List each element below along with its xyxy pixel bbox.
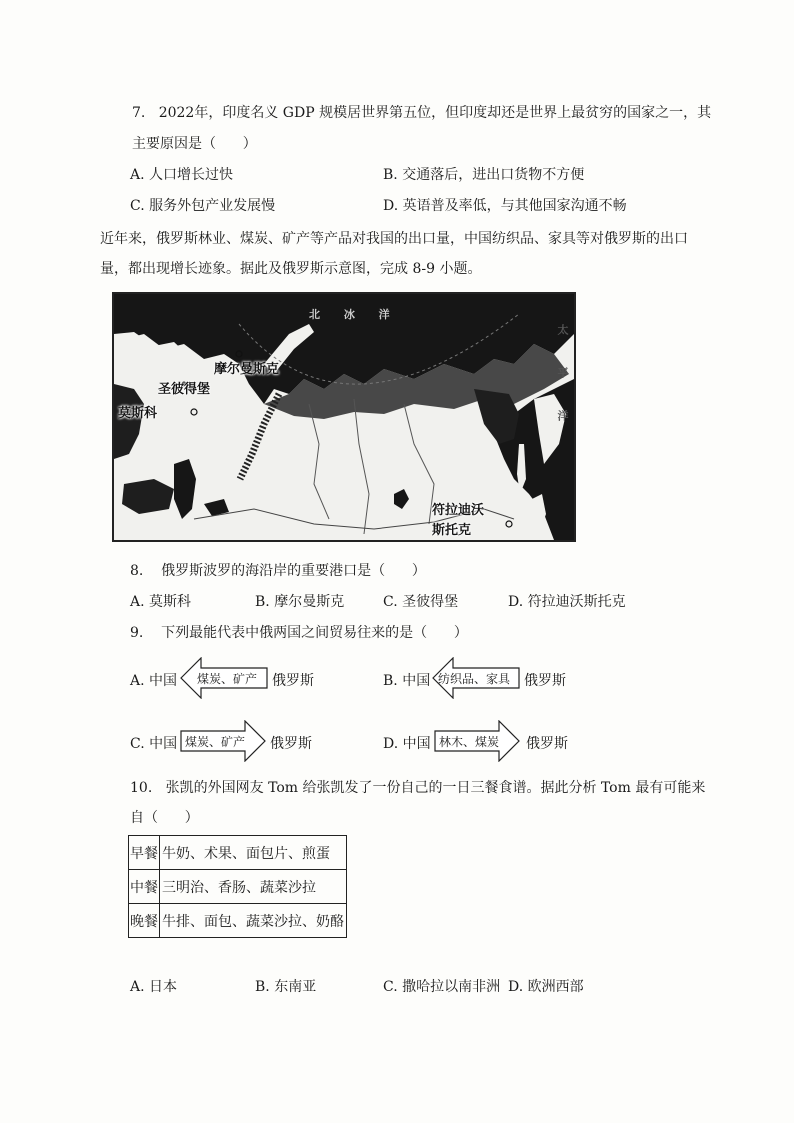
map-label-murmansk: 摩尔曼斯克 xyxy=(214,362,280,377)
map-label-pacific-ocean: 太 平 洋 xyxy=(556,324,569,435)
caspian-sea xyxy=(174,459,196,519)
river-3 xyxy=(404,404,434,524)
q9-d-arrow-right xyxy=(434,720,520,762)
meal-food: 三明治、香肠、蔬菜沙拉 xyxy=(160,870,347,904)
q8-option-d[interactable]: D. 符拉迪沃斯托克 xyxy=(508,594,626,610)
q7-option-d[interactable]: D. 英语普及率低，与其他国家沟通不畅 xyxy=(383,198,627,214)
table-row xyxy=(129,904,347,938)
moscow-marker xyxy=(191,409,197,415)
q10-option-a[interactable]: A. 日本 xyxy=(130,979,178,995)
q9-d-start-label: D. 中国 xyxy=(383,736,431,752)
intro-line2: 量，都出现增长迹象。据此及俄罗斯示意图，完成 8-9 小题。 xyxy=(100,261,482,277)
q10-option-d[interactable]: D. 欧洲西部 xyxy=(508,979,584,995)
russia-map xyxy=(112,292,576,542)
meal-name: 中餐 xyxy=(129,870,160,904)
q9-b-start-label: B. 中国 xyxy=(383,673,431,689)
q9-c-arrow-right xyxy=(180,720,266,762)
meal-food: 牛奶、术果、面包片、煎蛋 xyxy=(160,836,347,870)
meal-table xyxy=(128,835,347,938)
q9-c-goods: 煤炭、矿产 xyxy=(185,735,246,749)
q9-a-goods: 煤炭、矿产 xyxy=(197,672,258,686)
q9-b-end-label: 俄罗斯 xyxy=(524,673,566,689)
q9-d-goods: 林木、煤炭 xyxy=(439,735,500,749)
q10-stem-line1: 10. 张凯的外国网友 Tom 给张凯发了一份自己的一日三餐食谱。据此分析 Tom 最有可能来 xyxy=(130,780,706,796)
table-row xyxy=(129,870,347,904)
lake-baikal xyxy=(394,489,409,509)
q9-b-goods: 纺织品、家具 xyxy=(438,672,511,686)
q7-option-b[interactable]: B. 交通落后，进出口货物不方便 xyxy=(383,167,585,183)
map-label-arctic-ocean: 北 冰 洋 xyxy=(309,308,400,321)
russia-map-drawing xyxy=(114,294,574,540)
q9-c-end-label: 俄罗斯 xyxy=(270,736,312,752)
vladivostok-marker xyxy=(506,521,512,527)
meal-name: 晚餐 xyxy=(129,904,160,938)
map-label-vladivostok-line1: 符拉迪沃 xyxy=(432,503,485,518)
q9-stem: 9. 下列最能代表中俄两国之间贸易往来的是（ ） xyxy=(130,625,468,641)
q8-option-b[interactable]: B. 摩尔曼斯克 xyxy=(255,594,345,610)
table-row xyxy=(129,836,347,870)
meal-name: 早餐 xyxy=(129,836,160,870)
q7-option-a[interactable]: A. 人口增长过快 xyxy=(130,167,234,183)
river-1 xyxy=(309,404,329,519)
q7-option-c[interactable]: C. 服务外包产业发展慢 xyxy=(130,198,276,214)
q10-option-c[interactable]: C. 撒哈拉以南非洲 xyxy=(383,979,501,995)
q9-d-end-label: 俄罗斯 xyxy=(526,736,568,752)
baltic-sea xyxy=(114,384,144,459)
q8-stem: 8. 俄罗斯波罗的海沿岸的重要港口是（ ） xyxy=(130,563,426,579)
map-label-vladivostok-line2: 斯托克 xyxy=(432,523,472,538)
map-label-moscow: 莫斯科 xyxy=(118,406,158,421)
q9-b-arrow-left xyxy=(432,657,520,699)
q9-a-end-label: 俄罗斯 xyxy=(272,673,314,689)
river-2 xyxy=(354,399,369,534)
intro-line1: 近年来，俄罗斯林业、煤炭、矿产等产品对我国的出口量，中国纺织品、家具等对俄罗斯的出口 xyxy=(100,231,688,247)
q8-option-c[interactable]: C. 圣彼得堡 xyxy=(383,594,459,610)
map-label-st-petersburg: 圣彼得堡 xyxy=(158,382,211,397)
q10-option-b[interactable]: B. 东南亚 xyxy=(255,979,317,995)
q7-stem-line1: 7. 2022年，印度名义 GDP 规模居世界第五位，但印度却还是世界上最贫穷的国家之一，其 xyxy=(132,105,712,121)
q9-c-start-label: C. 中国 xyxy=(130,736,178,752)
q7-stem-line2: 主要原因是（ ） xyxy=(132,136,257,152)
meal-food: 牛排、面包、蔬菜沙拉、奶酪 xyxy=(160,904,347,938)
q10-stem-line2: 自（ ） xyxy=(130,810,199,826)
q9-a-start-label: A. 中国 xyxy=(130,673,178,689)
black-sea xyxy=(122,479,174,514)
q8-option-a[interactable]: A. 莫斯科 xyxy=(130,594,192,610)
q9-a-arrow-left xyxy=(180,657,268,699)
